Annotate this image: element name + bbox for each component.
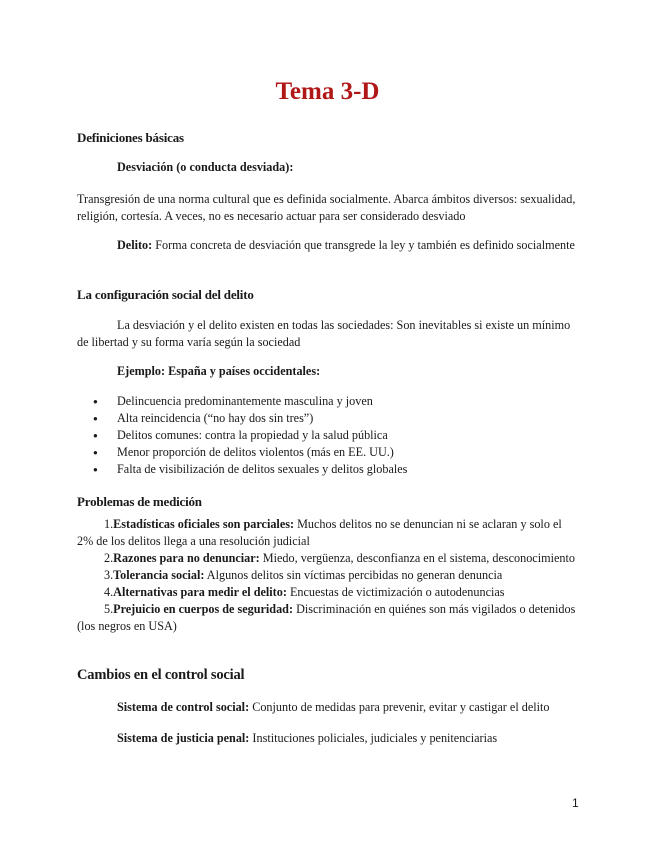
list-item [77,550,577,567]
item-text: Discriminación en quiénes son más vigilados o detenidos (los negros en USA) [77,602,576,633]
paragraph-desviacion: Transgresión de una norma cultural que es definida socialmente. Abarca ámbitos diversos: sexualidad, religión, cortesía. A veces, no es necesario actuar para ser considerado desviado [77,192,576,223]
list-item: ● Delitos comunes: contra la propiedad y la salud pública [93,427,407,444]
item-label: Razones para no denunciar: [113,551,260,565]
list-item [77,601,577,635]
paragraph-sistema-control [77,699,577,716]
list-item: ● Alta reincidencia (“no hay dos sin tres”) [93,410,407,427]
item-number: 3. [104,568,114,582]
item-number: 5. [104,602,114,616]
heading-cambios: Cambios en el control social [77,667,245,683]
numbered-list [77,516,577,635]
heading-definiciones: Definiciones básicas [77,130,184,145]
item-text: Encuestas de victimización o autodenuncias [286,585,505,599]
page-title: Tema 3-D [275,78,380,105]
paragraph-sistema-justicia [77,730,577,747]
item-number: 1. [104,517,114,531]
item-label: Prejuicio en cuerpos de seguridad: [113,602,294,616]
item-number: 2. [104,551,114,565]
list-item [77,516,577,550]
list-item: ● Delincuencia predominantemente masculina y joven [93,393,407,410]
sistema-justicia-label: Sistema de justicia penal: [117,731,250,745]
subheading-ejemplo: Ejemplo: España y países occidentales: [117,364,321,378]
paragraph-configuracion: La desviación y el delito existen en todas las sociedades: Son inevitables si existe un mínimo de libertad y su forma varía según la sociedad [77,318,571,349]
heading-problemas: Problemas de medición [77,494,202,509]
sistema-justicia-text: Instituciones policiales, judiciales y penitenciarias [249,731,498,745]
item-label: Estadísticas oficiales son parciales: [113,517,295,531]
item-text: Muchos delitos no se denuncian ni se aclaran y solo el 2% de los delitos llega a una resolución judicial [77,517,562,548]
subheading-desviacion: Desviación (o conducta desviada): [117,160,294,174]
page-number: 1 [572,796,579,810]
paragraph-delito [77,237,577,254]
item-number: 4. [104,585,114,599]
list-item [77,584,577,601]
bullet-list [93,393,407,478]
delito-label: Delito: [117,238,153,252]
sistema-control-text: Conjunto de medidas para prevenir, evitar y castigar el delito [249,700,550,714]
sistema-control-label: Sistema de control social: [117,700,250,714]
item-label: Tolerancia social: [113,568,205,582]
list-item [77,567,577,584]
item-label: Alternativas para medir el delito: [113,585,287,599]
list-item: ● Falta de visibilización de delitos sexuales y delitos globales [93,461,407,478]
heading-configuracion: La configuración social del delito [77,287,254,302]
list-item: ● Menor proporción de delitos violentos (más en EE. UU.) [93,444,407,461]
item-text: Algunos delitos sin víctimas percibidas no generan denuncia [204,568,503,582]
delito-text: Forma concreta de desviación que transgrede la ley y también es definido socialmente [152,238,575,252]
item-text: Miedo, vergüenza, desconfianza en el sistema, desconocimiento [259,551,575,565]
